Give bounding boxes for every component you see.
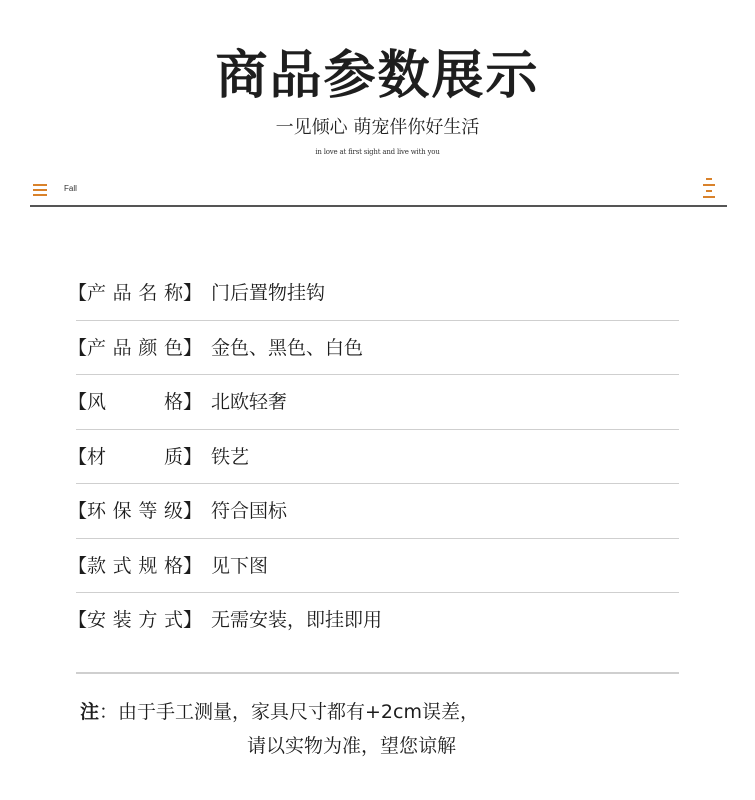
param-row-eco xyxy=(68,484,679,539)
header-divider xyxy=(30,205,727,207)
param-label: 【安装方式】 xyxy=(68,609,203,631)
param-value: 见下图 xyxy=(211,554,269,577)
param-label: 【产品颜色】 xyxy=(68,336,203,359)
param-row-style xyxy=(68,375,679,430)
param-value: 无需安装，即挂即用 xyxy=(211,609,383,631)
table-bottom-divider xyxy=(76,672,679,674)
note-head: 注 xyxy=(80,701,100,723)
param-label: 【款式规格】 xyxy=(68,554,203,577)
note-line-1 xyxy=(80,698,479,726)
menu-right-icon[interactable] xyxy=(703,178,715,200)
param-value: 北欧轻奢 xyxy=(211,391,288,413)
param-label: 【产品名称】 xyxy=(68,282,203,304)
note-text-1: ：由于手工测量，家具尺寸都有+2cm误差， xyxy=(99,701,479,723)
menu-icon[interactable] xyxy=(33,184,47,196)
param-row-name xyxy=(68,266,679,321)
param-label: 【材质】 xyxy=(68,445,203,468)
params-table xyxy=(68,266,679,648)
page-title: 商品参数展示 xyxy=(215,45,540,106)
bar-label: Fall xyxy=(64,184,77,193)
param-value: 铁艺 xyxy=(211,445,250,468)
param-value: 门后置物挂钩 xyxy=(211,282,326,304)
page-subtitle: 一见倾心 萌宠伴你好生活 xyxy=(275,117,480,138)
param-row-material xyxy=(68,430,679,485)
note-line-2: 请以实物为准，望您谅解 xyxy=(247,735,457,757)
param-label: 【风格】 xyxy=(68,391,203,413)
param-row-color xyxy=(68,321,679,376)
param-value: 金色、黑色、白色 xyxy=(211,336,364,359)
param-label: 【环保等级】 xyxy=(68,500,203,522)
param-value: 符合国标 xyxy=(211,500,288,522)
param-row-spec xyxy=(68,539,679,594)
page-tagline: in love at first sight and live with you xyxy=(315,148,440,156)
param-row-install xyxy=(68,593,679,648)
